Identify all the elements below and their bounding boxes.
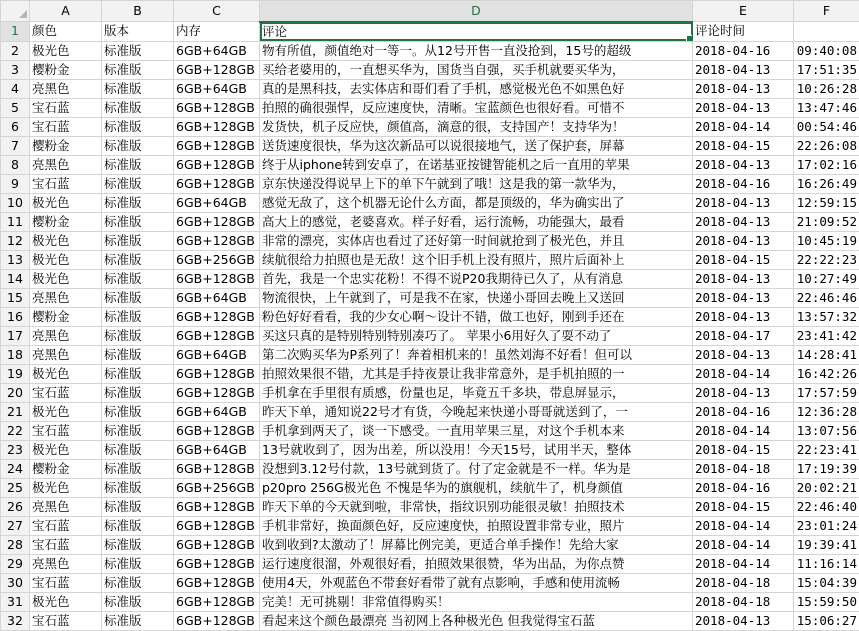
- cell[interactable]: 2018-04-16: [693, 402, 794, 421]
- row-header[interactable]: 1: [1, 22, 30, 42]
- cell[interactable]: 2018-04-13: [693, 307, 794, 326]
- cell[interactable]: 22:22:23: [794, 250, 859, 269]
- row-header[interactable]: 24: [1, 459, 30, 478]
- cell[interactable]: 内存: [174, 22, 260, 42]
- cell[interactable]: 首先，我是一个忠实花粉！不得不说P20我期待已久了，从有消息: [260, 269, 693, 288]
- row-header[interactable]: 8: [1, 155, 30, 174]
- row-header[interactable]: 20: [1, 383, 30, 402]
- cell[interactable]: 标准版: [102, 307, 174, 326]
- table-row: [1, 174, 859, 193]
- cell[interactable]: 版本: [102, 22, 174, 42]
- column-header-f[interactable]: F: [794, 1, 859, 22]
- cell[interactable]: 13:07:56: [794, 421, 859, 440]
- cell[interactable]: 2018-04-18: [693, 592, 794, 611]
- row-header[interactable]: 6: [1, 117, 30, 136]
- cell[interactable]: 使用4天，外观蓝色不带套好看带了就有点影响，手感和使用流畅: [260, 573, 693, 592]
- cell[interactable]: 6GB+128GB: [174, 269, 260, 288]
- cell[interactable]: 物流很快，上午就到了，可是我不在家，快递小哥回去晚上又送回: [260, 288, 693, 307]
- cell[interactable]: 6GB+128GB: [174, 364, 260, 383]
- cell[interactable]: 极光色: [30, 364, 102, 383]
- cell[interactable]: 6GB+128GB: [174, 326, 260, 345]
- cell[interactable]: 宝石蓝: [30, 174, 102, 193]
- table-row: [1, 288, 859, 307]
- cell[interactable]: 标准版: [102, 79, 174, 98]
- cell[interactable]: 樱粉金: [30, 136, 102, 155]
- table-row: [1, 98, 859, 117]
- cell[interactable]: 标准版: [102, 535, 174, 554]
- cell[interactable]: 标准版: [102, 592, 174, 611]
- cell[interactable]: 6GB+128GB: [174, 497, 260, 516]
- cell[interactable]: 15:59:50: [794, 592, 859, 611]
- cell[interactable]: 17:57:59: [794, 383, 859, 402]
- row-header[interactable]: 4: [1, 79, 30, 98]
- cell[interactable]: 15:04:39: [794, 573, 859, 592]
- cell[interactable]: 22:26:08: [794, 136, 859, 155]
- column-header-c[interactable]: C: [174, 1, 260, 22]
- cell[interactable]: 2018-04-15: [693, 497, 794, 516]
- cell[interactable]: 极光色: [30, 402, 102, 421]
- table-row: [1, 554, 859, 573]
- cell[interactable]: 标准版: [102, 269, 174, 288]
- table-row: [1, 573, 859, 592]
- cell[interactable]: 标准版: [102, 117, 174, 136]
- row-header[interactable]: 2: [1, 41, 30, 60]
- cell[interactable]: 终于从iphone转到安卓了，在诺基亚按键智能机之后一直用的苹果: [260, 155, 693, 174]
- cell[interactable]: 粉色好好看看，我的少女心啊～设计不错，做工也好，刚到手还在: [260, 307, 693, 326]
- cell[interactable]: 15:06:27: [794, 611, 859, 630]
- column-header-row: [1, 1, 859, 22]
- cell[interactable]: 标准版: [102, 136, 174, 155]
- cell[interactable]: 高大上的感觉，老婆喜欢。样子好看，运行流畅，功能强大，最看: [260, 212, 693, 231]
- cell[interactable]: 2018-04-16: [693, 478, 794, 497]
- cell[interactable]: 亮黑色: [30, 155, 102, 174]
- cell[interactable]: 6GB+128GB: [174, 573, 260, 592]
- cell[interactable]: 2018-04-15: [693, 440, 794, 459]
- cell[interactable]: 宝石蓝: [30, 383, 102, 402]
- cell[interactable]: 亮黑色: [30, 345, 102, 364]
- cell[interactable]: 极光色: [30, 41, 102, 60]
- cell[interactable]: 10:45:19: [794, 231, 859, 250]
- cell[interactable]: 6GB+128GB: [174, 231, 260, 250]
- cell[interactable]: 22:23:41: [794, 440, 859, 459]
- row-header[interactable]: 19: [1, 364, 30, 383]
- cell[interactable]: 标准版: [102, 288, 174, 307]
- cell[interactable]: 6GB+64GB: [174, 440, 260, 459]
- row-header[interactable]: 5: [1, 98, 30, 117]
- cell[interactable]: 非常的漂亮，实体店也看过了还好第一时间就抢到了极光色，并且: [260, 231, 693, 250]
- cell[interactable]: 标准版: [102, 573, 174, 592]
- cell[interactable]: 2018-04-13: [693, 345, 794, 364]
- cell[interactable]: 2018-04-13: [693, 193, 794, 212]
- select-all-corner[interactable]: [1, 1, 30, 22]
- cell[interactable]: 09:40:08: [794, 41, 859, 60]
- cell[interactable]: 2018-04-15: [693, 136, 794, 155]
- cell[interactable]: 13号就收到了，因为出差，所以没用！今天15号，试用半天，整体: [260, 440, 693, 459]
- cell[interactable]: 10:27:49: [794, 269, 859, 288]
- table-row: [1, 269, 859, 288]
- cell[interactable]: 6GB+128GB: [174, 554, 260, 573]
- cell[interactable]: 手机拿到两天了，谈一下感受。一直用苹果三星，对这个手机本来: [260, 421, 693, 440]
- cell[interactable]: 6GB+64GB: [174, 79, 260, 98]
- cell[interactable]: 收到收到?太激动了！屏幕比例完美，更适合单手操作！先给大家: [260, 535, 693, 554]
- cell[interactable]: 11:16:14: [794, 554, 859, 573]
- cell[interactable]: 樱粉金: [30, 459, 102, 478]
- cell[interactable]: 亮黑色: [30, 326, 102, 345]
- row-header[interactable]: 18: [1, 345, 30, 364]
- table-row: [1, 60, 859, 79]
- table-row: [1, 250, 859, 269]
- cell[interactable]: 16:26:49: [794, 174, 859, 193]
- cell[interactable]: 续航很给力拍照也是无敌！这个旧手机上没有照片，照片后面补上: [260, 250, 693, 269]
- cell[interactable]: 标准版: [102, 554, 174, 573]
- cell[interactable]: 标准版: [102, 345, 174, 364]
- cell[interactable]: 颜色: [30, 22, 102, 42]
- row-header[interactable]: 21: [1, 402, 30, 421]
- cell[interactable]: 亮黑色: [30, 497, 102, 516]
- cell[interactable]: 12:36:28: [794, 402, 859, 421]
- cell[interactable]: 樱粉金: [30, 60, 102, 79]
- table-row: [1, 421, 859, 440]
- cell[interactable]: 宝石蓝: [30, 611, 102, 630]
- cell[interactable]: 标准版: [102, 155, 174, 174]
- cell[interactable]: 第二次购买华为P系列了！奔着相机来的！虽然刘海不好看！但可以: [260, 345, 693, 364]
- cell[interactable]: 6GB+128GB: [174, 535, 260, 554]
- active-cell-text: 评论: [262, 24, 287, 39]
- row-header[interactable]: 3: [1, 60, 30, 79]
- fill-handle[interactable]: [686, 35, 693, 42]
- cell[interactable]: 拍照的确很强悍，反应速度快，清晰。宝蓝颜色也很好看。可惜不: [260, 98, 693, 117]
- cell[interactable]: 21:09:52: [794, 212, 859, 231]
- cell[interactable]: 6GB+128GB: [174, 421, 260, 440]
- cell[interactable]: p20pro 256G极光色 不愧是华为的旗舰机，续航牛了，机身颜值: [260, 478, 693, 497]
- table-row: [1, 478, 859, 497]
- cell[interactable]: 亮黑色: [30, 288, 102, 307]
- cell[interactable]: 23:41:42: [794, 326, 859, 345]
- cell[interactable]: 亮黑色: [30, 79, 102, 98]
- cell[interactable]: 评论时间: [693, 22, 794, 42]
- row-header[interactable]: 12: [1, 231, 30, 250]
- cell[interactable]: 标准版: [102, 440, 174, 459]
- cell[interactable]: 6GB+64GB: [174, 402, 260, 421]
- cell[interactable]: 标准版: [102, 174, 174, 193]
- table-row: [1, 212, 859, 231]
- row-header[interactable]: 13: [1, 250, 30, 269]
- cell[interactable]: 6GB+128GB: [174, 136, 260, 155]
- cell[interactable]: 6GB+128GB: [174, 98, 260, 117]
- cell[interactable]: 6GB+128GB: [174, 383, 260, 402]
- table-row: [1, 41, 859, 60]
- table-row: [1, 535, 859, 554]
- cell[interactable]: 物有所值，颜值绝对一等一。从12号开售一直没抢到，15号的超级: [260, 41, 693, 60]
- cell[interactable]: 标准版: [102, 60, 174, 79]
- table-row: [1, 440, 859, 459]
- cell[interactable]: 20:02:21: [794, 478, 859, 497]
- cell[interactable]: 6GB+128GB: [174, 459, 260, 478]
- cell[interactable]: 2018-04-14: [693, 421, 794, 440]
- table-row: [1, 307, 859, 326]
- cell[interactable]: 2018-04-16: [693, 41, 794, 60]
- row-header[interactable]: 25: [1, 478, 30, 497]
- cell[interactable]: 宝石蓝: [30, 421, 102, 440]
- table-row: [1, 231, 859, 250]
- cell[interactable]: 极光色: [30, 250, 102, 269]
- row-header[interactable]: 29: [1, 554, 30, 573]
- table-row: [1, 459, 859, 478]
- cell[interactable]: 6GB+128GB: [174, 155, 260, 174]
- cell[interactable]: 标准版: [102, 364, 174, 383]
- cell[interactable]: 13:57:32: [794, 307, 859, 326]
- table-row: [1, 402, 859, 421]
- cell[interactable]: 极光色: [30, 478, 102, 497]
- row-header[interactable]: 27: [1, 516, 30, 535]
- cell[interactable]: 标准版: [102, 611, 174, 630]
- cell[interactable]: 22:46:46: [794, 288, 859, 307]
- cell[interactable]: 6GB+128GB: [174, 212, 260, 231]
- cell[interactable]: 极光色: [30, 592, 102, 611]
- cell[interactable]: 2018-04-14: [693, 516, 794, 535]
- cell[interactable]: 6GB+128GB: [174, 592, 260, 611]
- cell[interactable]: 宝石蓝: [30, 98, 102, 117]
- cell[interactable]: 标准版: [102, 41, 174, 60]
- table-row: [1, 345, 859, 364]
- cell[interactable]: 6GB+128GB: [174, 611, 260, 630]
- row-header[interactable]: 32: [1, 611, 30, 630]
- cell[interactable]: 标准版: [102, 212, 174, 231]
- cell[interactable]: 标准版: [102, 516, 174, 535]
- cell[interactable]: 买给老婆用的，一直想买华为，国货当自强，买手机就要买华为，: [260, 60, 693, 79]
- cell[interactable]: 2018-04-18: [693, 573, 794, 592]
- cell[interactable]: 标准版: [102, 402, 174, 421]
- row-header[interactable]: 9: [1, 174, 30, 193]
- cell[interactable]: 2018-04-14: [693, 554, 794, 573]
- cell[interactable]: 手机拿在手里很有质感，份量也足，毕竟五千多块，带息屏显示，: [260, 383, 693, 402]
- row-header[interactable]: 14: [1, 269, 30, 288]
- cell[interactable]: 6GB+64GB: [174, 193, 260, 212]
- cell[interactable]: 标准版: [102, 98, 174, 117]
- column-header-d[interactable]: D: [260, 1, 693, 22]
- cell[interactable]: 感觉无敌了，这个机器无论什么方面，都是顶级的，华为确实出了: [260, 193, 693, 212]
- cell[interactable]: 2018-04-16: [693, 174, 794, 193]
- table-row: [1, 497, 859, 516]
- table-row: [1, 117, 859, 136]
- cell[interactable]: 昨天下单，通知说22号才有货，今晚起来快递小哥哥就送到了，一: [260, 402, 693, 421]
- cell[interactable]: 19:39:41: [794, 535, 859, 554]
- row-header[interactable]: 15: [1, 288, 30, 307]
- row-header[interactable]: 28: [1, 535, 30, 554]
- cell[interactable]: 2018-04-18: [693, 459, 794, 478]
- cell[interactable]: 昨天下单的今天就到啦，非常快，指纹识别功能很灵敏！拍照技术: [260, 497, 693, 516]
- cell[interactable]: 6GB+128GB: [174, 174, 260, 193]
- cell[interactable]: 2018-04-13: [693, 231, 794, 250]
- cell[interactable]: 2018-04-13: [693, 60, 794, 79]
- cell[interactable]: 2018-04-13: [693, 155, 794, 174]
- active-cell[interactable]: [260, 22, 693, 42]
- row-header[interactable]: 11: [1, 212, 30, 231]
- cell[interactable]: 2018-04-13: [693, 79, 794, 98]
- cell[interactable]: 2018-04-14: [693, 117, 794, 136]
- row-header[interactable]: 17: [1, 326, 30, 345]
- table-row: [1, 326, 859, 345]
- cell[interactable]: 6GB+128GB: [174, 516, 260, 535]
- row-header[interactable]: 26: [1, 497, 30, 516]
- cell[interactable]: 6GB+128GB: [174, 60, 260, 79]
- cell[interactable]: 宝石蓝: [30, 535, 102, 554]
- cell[interactable]: 手机非常好，换面颜色好，反应速度快，拍照设置非常专业，照片: [260, 516, 693, 535]
- cell[interactable]: 6GB+64GB: [174, 288, 260, 307]
- cell[interactable]: 看起来这个颜色最漂亮 当初网上各种极光色 但我觉得宝石蓝: [260, 611, 693, 630]
- cell[interactable]: 10:26:28: [794, 79, 859, 98]
- cell[interactable]: 16:42:26: [794, 364, 859, 383]
- cell[interactable]: 2018-04-14: [693, 364, 794, 383]
- table-row: [1, 136, 859, 155]
- cell[interactable]: 2018-04-14: [693, 535, 794, 554]
- cell[interactable]: 标准版: [102, 459, 174, 478]
- table-row: [1, 592, 859, 611]
- row-header[interactable]: 7: [1, 136, 30, 155]
- column-header-a[interactable]: A: [30, 1, 102, 22]
- cell[interactable]: 6GB+64GB: [174, 345, 260, 364]
- cell[interactable]: 6GB+256GB: [174, 250, 260, 269]
- cell[interactable]: 宝石蓝: [30, 516, 102, 535]
- cell[interactable]: 2018-04-13: [693, 611, 794, 630]
- cell[interactable]: 樱粉金: [30, 307, 102, 326]
- cell[interactable]: 亮黑色: [30, 554, 102, 573]
- cell[interactable]: 没想到3.12号付款，13号就到货了。付了定金就是不一样。华为是: [260, 459, 693, 478]
- table-row-header: [1, 22, 859, 42]
- cell[interactable]: 宝石蓝: [30, 117, 102, 136]
- cell[interactable]: [794, 22, 859, 42]
- cell[interactable]: 2018-04-13: [693, 383, 794, 402]
- cell[interactable]: 买这只真的是特别特别特别凑巧了。 苹果小6用好久了耍不动了: [260, 326, 693, 345]
- cell[interactable]: 极光色: [30, 193, 102, 212]
- cell[interactable]: 12:59:15: [794, 193, 859, 212]
- cell[interactable]: 6GB+256GB: [174, 478, 260, 497]
- cell[interactable]: 拍照效果很不错，尤其是手持夜景让我非常意外，是手机拍照的一: [260, 364, 693, 383]
- cell[interactable]: 6GB+128GB: [174, 117, 260, 136]
- cell[interactable]: 完美！无可挑剔！非常值得购买！: [260, 592, 693, 611]
- cell[interactable]: 标准版: [102, 193, 174, 212]
- cell[interactable]: 标准版: [102, 478, 174, 497]
- cell[interactable]: 2018-04-13: [693, 98, 794, 117]
- cell[interactable]: 00:54:46: [794, 117, 859, 136]
- table-row: [1, 193, 859, 212]
- cell[interactable]: 2018-04-15: [693, 250, 794, 269]
- cell[interactable]: 22:46:40: [794, 497, 859, 516]
- cell[interactable]: 2018-04-17: [693, 326, 794, 345]
- table-row: [1, 383, 859, 402]
- cell[interactable]: 23:01:24: [794, 516, 859, 535]
- cell[interactable]: 标准版: [102, 231, 174, 250]
- cell[interactable]: 2018-04-13: [693, 212, 794, 231]
- cell[interactable]: 标准版: [102, 383, 174, 402]
- cell[interactable]: 宝石蓝: [30, 573, 102, 592]
- cell[interactable]: 2018-04-13: [693, 269, 794, 288]
- cell[interactable]: 6GB+64GB: [174, 41, 260, 60]
- cell[interactable]: 14:28:41: [794, 345, 859, 364]
- row-header[interactable]: 16: [1, 307, 30, 326]
- row-header[interactable]: 30: [1, 573, 30, 592]
- cell[interactable]: 2018-04-13: [693, 288, 794, 307]
- table-row: [1, 516, 859, 535]
- cell[interactable]: 标准版: [102, 421, 174, 440]
- table-row: [1, 155, 859, 174]
- row-header[interactable]: 10: [1, 193, 30, 212]
- cell[interactable]: 13:47:46: [794, 98, 859, 117]
- cell[interactable]: 17:19:39: [794, 459, 859, 478]
- cell[interactable]: 发货快，机子反应快，颜值高，滴意的很，支持国产！支持华为！: [260, 117, 693, 136]
- column-header-b[interactable]: B: [102, 1, 174, 22]
- cell[interactable]: 6GB+128GB: [174, 307, 260, 326]
- cell[interactable]: 运行速度很溜，外观很好看，拍照效果很赞，华为出品，为你点赞: [260, 554, 693, 573]
- cell[interactable]: 真的是黑科技，去实体店和哥们看了手机，感觉极光色不如黑色好: [260, 79, 693, 98]
- table-row: [1, 79, 859, 98]
- cell[interactable]: 标准版: [102, 497, 174, 516]
- row-header[interactable]: 31: [1, 592, 30, 611]
- cell[interactable]: 送货速度很快，华为这次新品可以说很接地气，送了保护套，屏幕: [260, 136, 693, 155]
- cell[interactable]: 京东快递没得说早上下的单下午就到了哦！这是我的第一款华为，: [260, 174, 693, 193]
- cell[interactable]: 标准版: [102, 250, 174, 269]
- cell[interactable]: 樱粉金: [30, 212, 102, 231]
- cell[interactable]: 17:02:16: [794, 155, 859, 174]
- column-header-e[interactable]: E: [693, 1, 794, 22]
- cell[interactable]: 极光色: [30, 440, 102, 459]
- row-header[interactable]: 22: [1, 421, 30, 440]
- cell[interactable]: 极光色: [30, 269, 102, 288]
- cell[interactable]: 17:51:35: [794, 60, 859, 79]
- cell[interactable]: 极光色: [30, 231, 102, 250]
- table-row: [1, 611, 859, 630]
- cell[interactable]: 标准版: [102, 326, 174, 345]
- row-header[interactable]: 23: [1, 440, 30, 459]
- table-row: [1, 364, 859, 383]
